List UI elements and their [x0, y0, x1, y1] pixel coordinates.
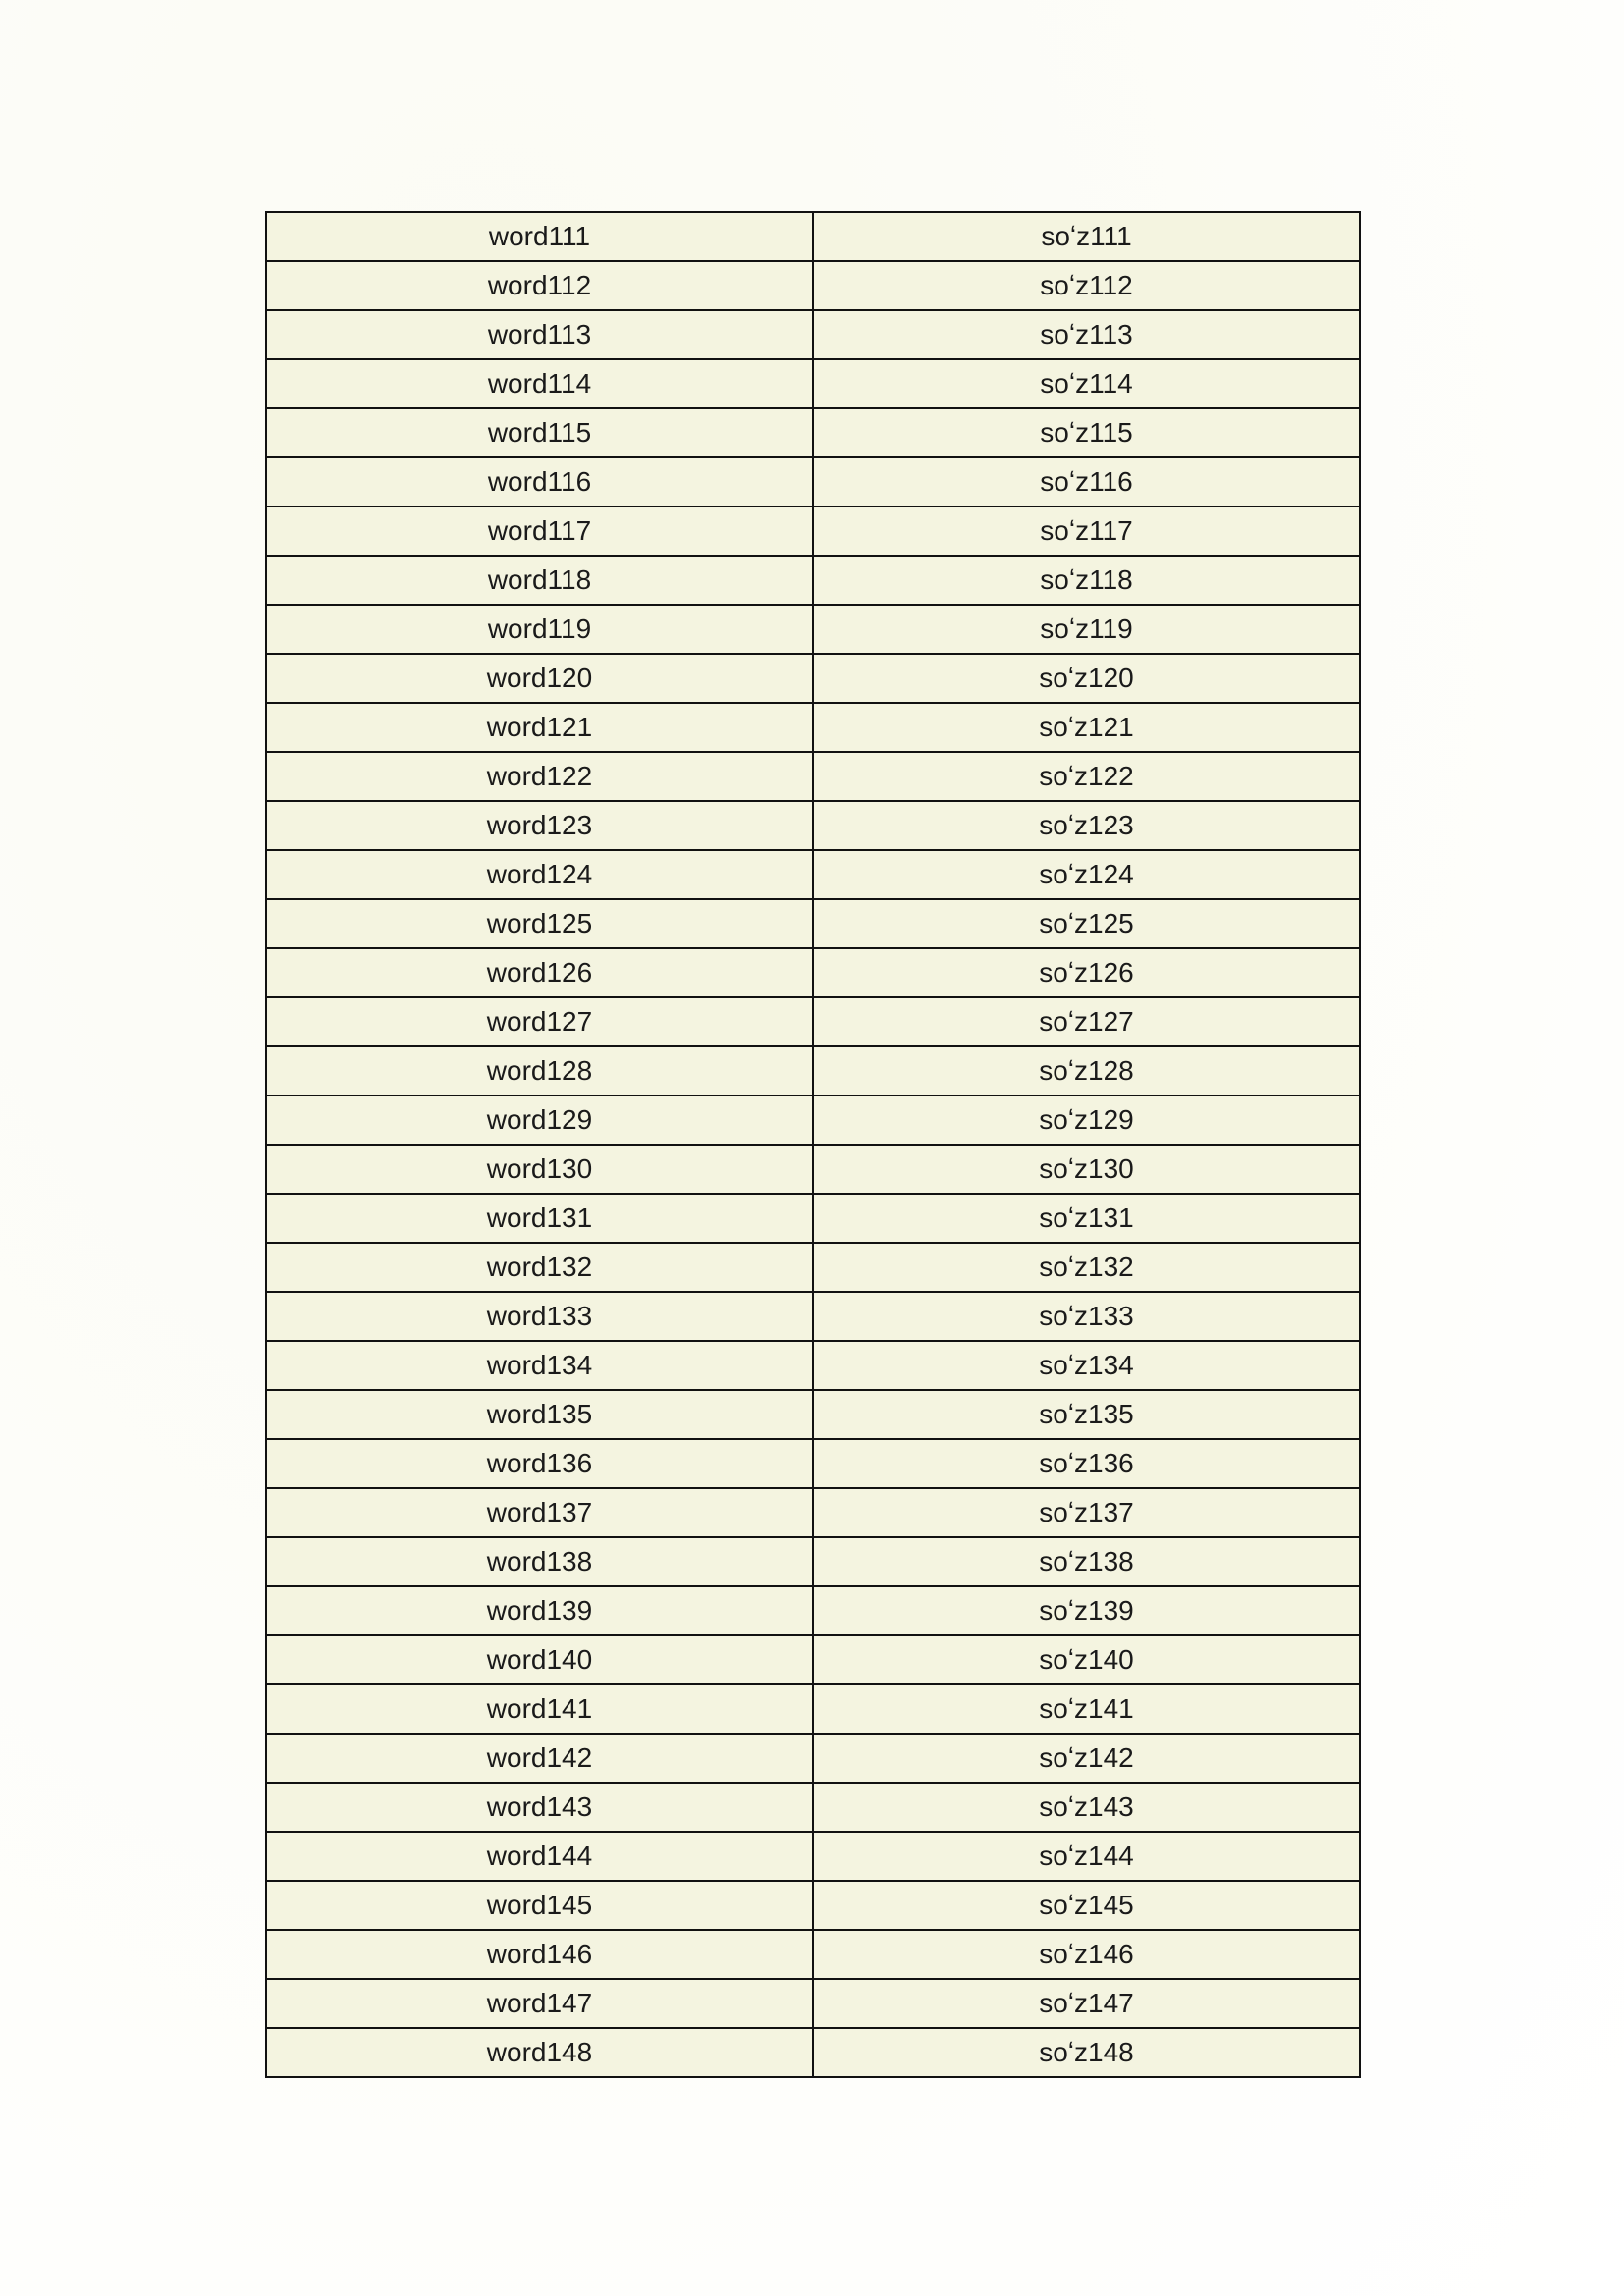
uzbek-word-cell: soʻz116: [813, 457, 1360, 507]
table-row: [266, 1243, 1360, 1292]
table-row: [266, 997, 1360, 1046]
vocabulary-table: [265, 211, 1361, 2078]
table-row: [266, 408, 1360, 457]
english-word-cell: word128: [266, 1046, 813, 1095]
table-row: [266, 1684, 1360, 1734]
table-row: [266, 1341, 1360, 1390]
english-word-cell: word114: [266, 359, 813, 408]
uzbek-word-cell: soʻz123: [813, 801, 1360, 850]
english-word-cell: word139: [266, 1586, 813, 1635]
english-word-cell: word121: [266, 703, 813, 752]
table-row: [266, 2028, 1360, 2077]
uzbek-word-cell: soʻz134: [813, 1341, 1360, 1390]
english-word-cell: word142: [266, 1734, 813, 1783]
uzbek-word-cell: soʻz115: [813, 408, 1360, 457]
uzbek-word-cell: soʻz130: [813, 1145, 1360, 1194]
uzbek-word-cell: soʻz133: [813, 1292, 1360, 1341]
table-row: [266, 1734, 1360, 1783]
uzbek-word-cell: soʻz139: [813, 1586, 1360, 1635]
table-row: [266, 1635, 1360, 1684]
table-row: [266, 507, 1360, 556]
table-row: [266, 752, 1360, 801]
uzbek-word-cell: soʻz142: [813, 1734, 1360, 1783]
uzbek-word-cell: soʻz148: [813, 2028, 1360, 2077]
table-row: [266, 310, 1360, 359]
english-word-cell: word119: [266, 605, 813, 654]
table-row: [266, 654, 1360, 703]
table-row: [266, 703, 1360, 752]
table-row: [266, 801, 1360, 850]
uzbek-word-cell: soʻz146: [813, 1930, 1360, 1979]
uzbek-word-cell: soʻz126: [813, 948, 1360, 997]
table-row: [266, 1292, 1360, 1341]
english-word-cell: word136: [266, 1439, 813, 1488]
english-word-cell: word127: [266, 997, 813, 1046]
english-word-cell: word130: [266, 1145, 813, 1194]
english-word-cell: word115: [266, 408, 813, 457]
english-word-cell: word122: [266, 752, 813, 801]
uzbek-word-cell: soʻz121: [813, 703, 1360, 752]
english-word-cell: word116: [266, 457, 813, 507]
english-word-cell: word137: [266, 1488, 813, 1537]
english-word-cell: word125: [266, 899, 813, 948]
table-row: [266, 1145, 1360, 1194]
table-row: [266, 850, 1360, 899]
english-word-cell: word140: [266, 1635, 813, 1684]
uzbek-word-cell: soʻz147: [813, 1979, 1360, 2028]
table-row: [266, 1488, 1360, 1537]
english-word-cell: word112: [266, 261, 813, 310]
english-word-cell: word134: [266, 1341, 813, 1390]
english-word-cell: word145: [266, 1881, 813, 1930]
vocabulary-table-body: [266, 212, 1360, 2077]
uzbek-word-cell: soʻz128: [813, 1046, 1360, 1095]
uzbek-word-cell: soʻz132: [813, 1243, 1360, 1292]
uzbek-word-cell: soʻz140: [813, 1635, 1360, 1684]
english-word-cell: word144: [266, 1832, 813, 1881]
table-row: [266, 1390, 1360, 1439]
uzbek-word-cell: soʻz114: [813, 359, 1360, 408]
uzbek-word-cell: soʻz111: [813, 212, 1360, 261]
table-row: [266, 1930, 1360, 1979]
table-row: [266, 605, 1360, 654]
uzbek-word-cell: soʻz145: [813, 1881, 1360, 1930]
uzbek-word-cell: soʻz131: [813, 1194, 1360, 1243]
table-row: [266, 1979, 1360, 2028]
table-row: [266, 1046, 1360, 1095]
english-word-cell: word126: [266, 948, 813, 997]
table-row: [266, 1095, 1360, 1145]
uzbek-word-cell: soʻz141: [813, 1684, 1360, 1734]
table-row: [266, 556, 1360, 605]
uzbek-word-cell: soʻz125: [813, 899, 1360, 948]
table-row: [266, 1439, 1360, 1488]
uzbek-word-cell: soʻz138: [813, 1537, 1360, 1586]
uzbek-word-cell: soʻz129: [813, 1095, 1360, 1145]
table-row: [266, 1537, 1360, 1586]
table-row: [266, 899, 1360, 948]
english-word-cell: word141: [266, 1684, 813, 1734]
uzbek-word-cell: soʻz118: [813, 556, 1360, 605]
table-row: [266, 212, 1360, 261]
english-word-cell: word147: [266, 1979, 813, 2028]
table-row: [266, 261, 1360, 310]
uzbek-word-cell: soʻz117: [813, 507, 1360, 556]
english-word-cell: word135: [266, 1390, 813, 1439]
uzbek-word-cell: soʻz137: [813, 1488, 1360, 1537]
table-row: [266, 948, 1360, 997]
english-word-cell: word117: [266, 507, 813, 556]
table-row: [266, 1783, 1360, 1832]
english-word-cell: word146: [266, 1930, 813, 1979]
table-row: [266, 1881, 1360, 1930]
table-row: [266, 359, 1360, 408]
english-word-cell: word113: [266, 310, 813, 359]
table-row: [266, 1832, 1360, 1881]
uzbek-word-cell: soʻz127: [813, 997, 1360, 1046]
english-word-cell: word120: [266, 654, 813, 703]
english-word-cell: word123: [266, 801, 813, 850]
uzbek-word-cell: soʻz112: [813, 261, 1360, 310]
uzbek-word-cell: soʻz119: [813, 605, 1360, 654]
uzbek-word-cell: soʻz144: [813, 1832, 1360, 1881]
english-word-cell: word129: [266, 1095, 813, 1145]
english-word-cell: word118: [266, 556, 813, 605]
uzbek-word-cell: soʻz136: [813, 1439, 1360, 1488]
uzbek-word-cell: soʻz135: [813, 1390, 1360, 1439]
english-word-cell: word138: [266, 1537, 813, 1586]
uzbek-word-cell: soʻz113: [813, 310, 1360, 359]
uzbek-word-cell: soʻz120: [813, 654, 1360, 703]
uzbek-word-cell: soʻz143: [813, 1783, 1360, 1832]
table-row: [266, 1194, 1360, 1243]
table-row: [266, 457, 1360, 507]
english-word-cell: word143: [266, 1783, 813, 1832]
english-word-cell: word132: [266, 1243, 813, 1292]
english-word-cell: word148: [266, 2028, 813, 2077]
english-word-cell: word133: [266, 1292, 813, 1341]
uzbek-word-cell: soʻz122: [813, 752, 1360, 801]
english-word-cell: word131: [266, 1194, 813, 1243]
table-row: [266, 1586, 1360, 1635]
english-word-cell: word111: [266, 212, 813, 261]
english-word-cell: word124: [266, 850, 813, 899]
uzbek-word-cell: soʻz124: [813, 850, 1360, 899]
